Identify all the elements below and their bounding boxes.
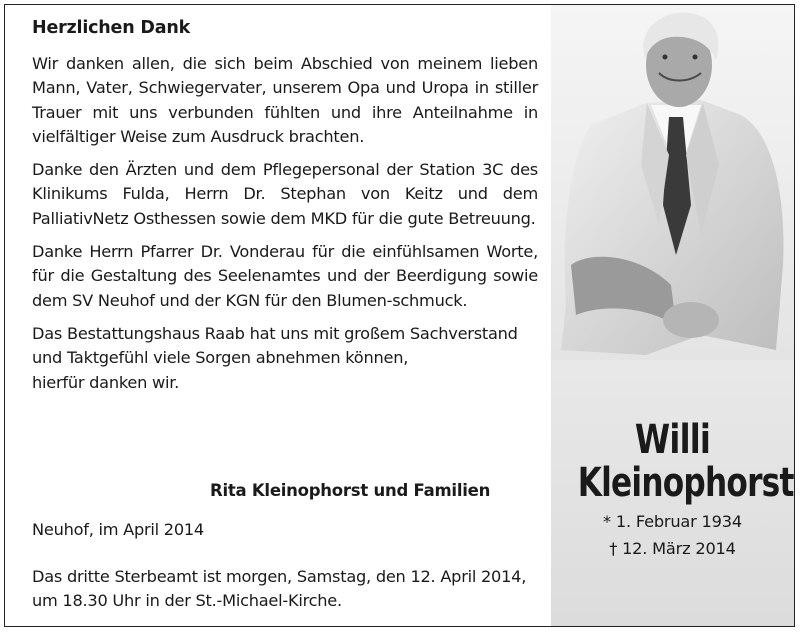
death-date: † 12. März 2014 xyxy=(609,539,736,558)
thanks-text-column xyxy=(32,18,538,404)
birth-date: * 1. Februar 1934 xyxy=(603,512,742,531)
thanks-paragraph-4-line-1: Das Bestattungshaus Raab hat uns mit großem Sachverstand xyxy=(32,323,518,343)
notice-line-2: um 18.30 Uhr in der St.-Michael-Kirche. xyxy=(32,591,342,611)
deceased-last-name: Kleinophorst xyxy=(577,460,794,506)
thanks-heading: Herzlichen Dank xyxy=(32,18,191,38)
memorial-service-notice xyxy=(32,565,538,614)
thanks-paragraph-4-line-2: und Taktgefühl viele Sorgen abnehmen können, xyxy=(32,348,409,368)
portrait-photo xyxy=(551,5,794,360)
deceased-first-name: Willi xyxy=(634,417,711,463)
portrait-panel xyxy=(551,5,794,626)
place-date: Neuhof, im April 2014 xyxy=(32,520,204,539)
notice-line-1: Das dritte Sterbeamt ist morgen, Samstag, den 12. April 2014, xyxy=(32,567,527,586)
thanks-paragraph-4-line-3: hierfür danken wir. xyxy=(32,372,180,392)
thanks-paragraph-4 xyxy=(32,322,538,395)
thanks-paragraph-2: Danke den Ärzten und dem Pflegepersonal der Station 3C des Klinikums Fulda, Herrn Dr. Stephan von Keitz und dem PalliativNetz Osthessen sowie dem MKD für die gute Betreuung. xyxy=(32,160,538,228)
thanks-paragraph-3: Danke Herrn Pfarrer Dr. Vonderau für die einfühlsamen Worte, für die Gestaltung des Seelenamtes und der Beerdigung sowie dem SV Neuhof und der KGN für den Blumen-schmuck. xyxy=(32,242,538,310)
thanks-paragraph-1: Wir danken allen, die sich beim Abschied von meinem lieben Mann, Vater, Schwiegervater, unserem Opa und Uropa in stiller Trauer mit uns verbunden fühlten und ihre Anteilnahme in vielfältiger Weise zum Ausdruck brachten. xyxy=(32,54,538,146)
signature: Rita Kleinophorst und Familien xyxy=(210,481,491,500)
